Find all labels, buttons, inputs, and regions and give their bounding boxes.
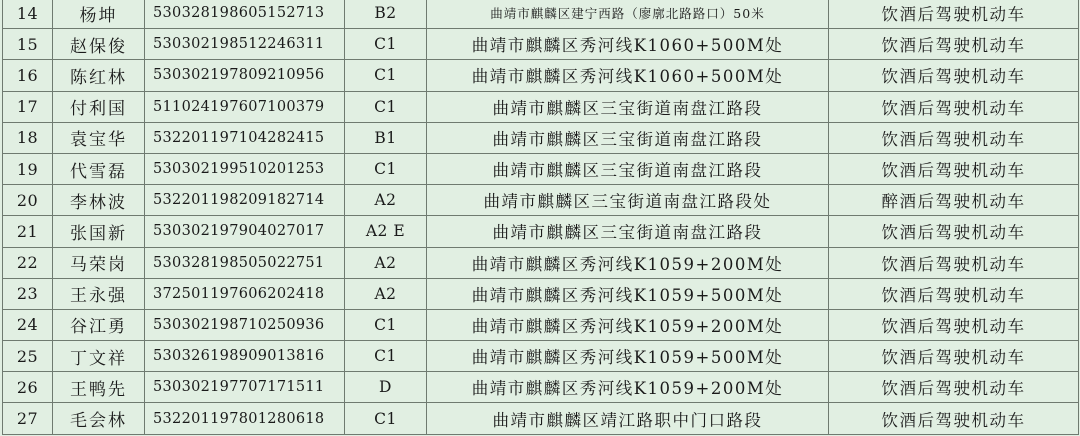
table-row [3,185,1079,216]
violation-cell: 饮酒后驾驶机动车 [829,91,1079,122]
name-cell: 袁宝华 [53,122,145,153]
row-number-cell: 23 [3,278,53,309]
id-number-cell: 530302199510201253 [145,153,345,184]
location-cell: 曲靖市麒麟区秀河线K1059+500M处 [427,341,829,372]
violation-cell: 饮酒后驾驶机动车 [829,403,1079,434]
id-number-cell: 372501197606202418 [145,278,345,309]
row-number-cell: 14 [3,0,53,29]
row-number-cell: 27 [3,403,53,434]
name-cell: 谷江勇 [53,309,145,340]
violation-cell: 饮酒后驾驶机动车 [829,122,1079,153]
table-row [3,91,1079,122]
violation-cell: 饮酒后驾驶机动车 [829,29,1079,60]
row-number-cell: 20 [3,185,53,216]
id-number-cell: 532201197104282415 [145,122,345,153]
violation-cell: 饮酒后驾驶机动车 [829,216,1079,247]
id-number-cell: 530328198505022751 [145,247,345,278]
license-class-cell: A2 [345,278,427,309]
location-cell: 曲靖市麒麟区三宝街道南盘江路段 [427,216,829,247]
location-cell: 曲靖市麒麟区三宝街道南盘江路段 [427,153,829,184]
table-row [3,278,1079,309]
name-cell: 代雪磊 [53,153,145,184]
table-row [3,309,1079,340]
name-cell: 付利国 [53,91,145,122]
license-class-cell: A2 E [345,216,427,247]
row-number-cell: 16 [3,60,53,91]
row-number-cell: 26 [3,372,53,403]
license-class-cell: C1 [345,403,427,434]
violation-cell: 醉酒后驾驶机动车 [829,185,1079,216]
name-cell: 王永强 [53,278,145,309]
violation-cell: 饮酒后驾驶机动车 [829,247,1079,278]
table-row [3,153,1079,184]
license-class-cell: B2 [345,0,427,29]
violation-cell: 饮酒后驾驶机动车 [829,278,1079,309]
id-number-cell: 530326198909013816 [145,341,345,372]
location-cell: 曲靖市麒麟区建宁西路（廖廓北路路口）50米 [427,0,829,29]
license-class-cell: B1 [345,122,427,153]
name-cell: 杨坤 [53,0,145,29]
row-number-cell: 17 [3,91,53,122]
id-number-cell: 530302197904027017 [145,216,345,247]
license-class-cell: C1 [345,341,427,372]
license-class-cell: C1 [345,309,427,340]
id-number-cell: 530328198605152713 [145,0,345,29]
table-row [3,29,1079,60]
name-cell: 马荣岗 [53,247,145,278]
row-number-cell: 19 [3,153,53,184]
row-number-cell: 25 [3,341,53,372]
location-cell: 曲靖市麒麟区秀河线K1059+200M处 [427,372,829,403]
license-class-cell: D [345,372,427,403]
license-class-cell: C1 [345,91,427,122]
name-cell: 王鸭先 [53,372,145,403]
id-number-cell: 532201198209182714 [145,185,345,216]
name-cell: 赵保俊 [53,29,145,60]
table-body [3,0,1079,434]
id-number-cell: 530302197707171511 [145,372,345,403]
id-number-cell: 532201197801280618 [145,403,345,434]
violation-cell: 饮酒后驾驶机动车 [829,0,1079,29]
license-class-cell: C1 [345,60,427,91]
license-class-cell: C1 [345,153,427,184]
location-cell: 曲靖市麒麟区秀河线K1059+200M处 [427,247,829,278]
violation-cell: 饮酒后驾驶机动车 [829,309,1079,340]
table-row [3,122,1079,153]
violation-cell: 饮酒后驾驶机动车 [829,372,1079,403]
table-row [3,341,1079,372]
table-row [3,247,1079,278]
location-cell: 曲靖市麒麟区三宝街道南盘江路段 [427,122,829,153]
violation-cell: 饮酒后驾驶机动车 [829,153,1079,184]
violation-cell: 饮酒后驾驶机动车 [829,341,1079,372]
id-number-cell: 530302197809210956 [145,60,345,91]
name-cell: 毛会林 [53,403,145,434]
id-number-cell: 530302198710250936 [145,309,345,340]
license-class-cell: A2 [345,247,427,278]
row-number-cell: 18 [3,122,53,153]
row-number-cell: 21 [3,216,53,247]
location-cell: 曲靖市麒麟区秀河线K1059+500M处 [427,278,829,309]
location-cell: 曲靖市麒麟区三宝街道南盘江路段处 [427,185,829,216]
name-cell: 李林波 [53,185,145,216]
id-number-cell: 530302198512246311 [145,29,345,60]
table-row [3,60,1079,91]
location-cell: 曲靖市麒麟区秀河线K1060+500M处 [427,29,829,60]
table-row [3,216,1079,247]
row-number-cell: 15 [3,29,53,60]
license-class-cell: C1 [345,29,427,60]
table-row [3,372,1079,403]
license-class-cell: A2 [345,185,427,216]
table-row [3,403,1079,434]
id-number-cell: 511024197607100379 [145,91,345,122]
location-cell: 曲靖市麒麟区秀河线K1059+200M处 [427,309,829,340]
name-cell: 张国新 [53,216,145,247]
location-cell: 曲靖市麒麟区三宝街道南盘江路段 [427,91,829,122]
table-row [3,0,1079,29]
row-number-cell: 24 [3,309,53,340]
location-cell: 曲靖市麒麟区秀河线K1060+500M处 [427,60,829,91]
name-cell: 丁文祥 [53,341,145,372]
violation-table [2,0,1079,435]
name-cell: 陈红林 [53,60,145,91]
row-number-cell: 22 [3,247,53,278]
location-cell: 曲靖市麒麟区靖江路职中门口路段 [427,403,829,434]
violation-cell: 饮酒后驾驶机动车 [829,60,1079,91]
